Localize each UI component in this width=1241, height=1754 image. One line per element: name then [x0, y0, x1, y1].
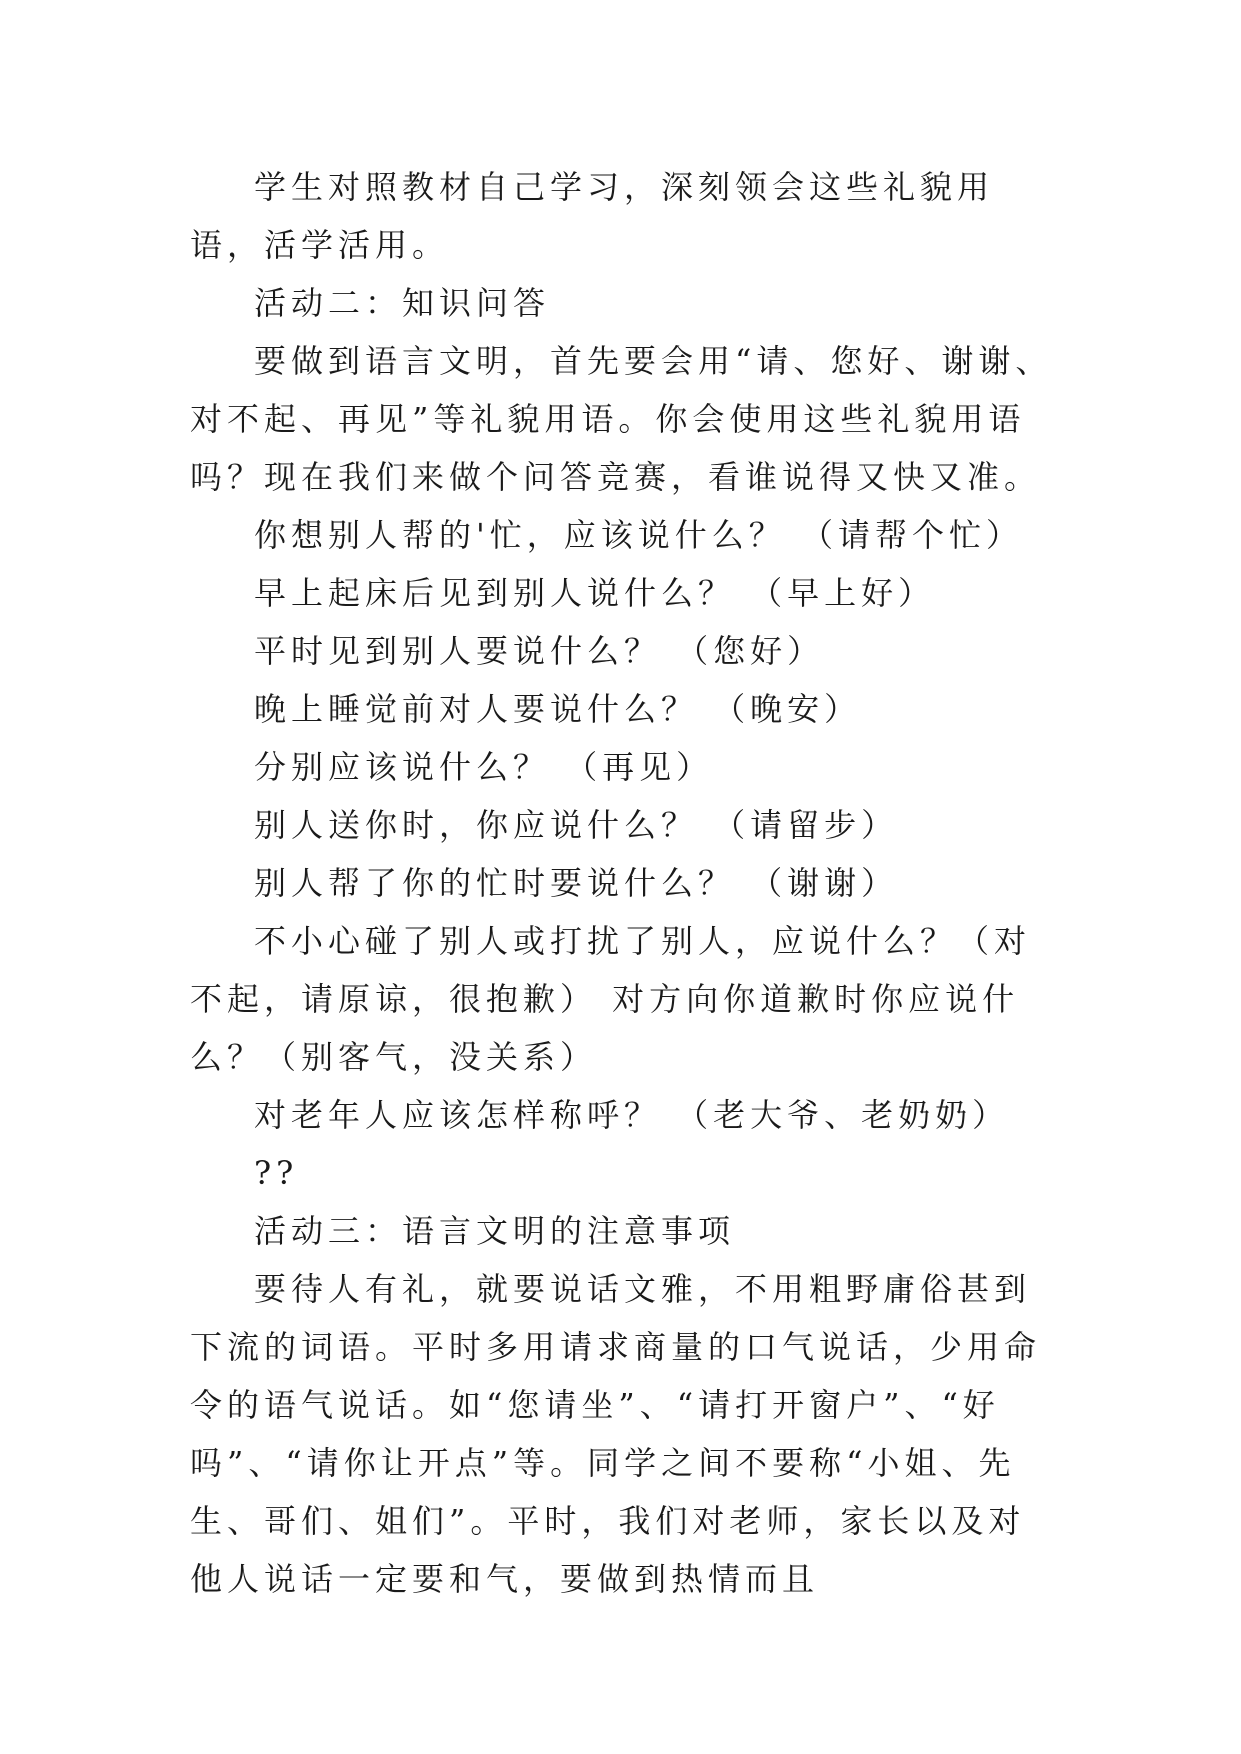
paragraph: 要做到语言文明，首先要会用“请、您好、谢谢、对不起、再见”等礼貌用语。你会使用这些礼貌用语吗？现在我们来做个问答竞赛，看谁说得又快又准。 [190, 342, 1053, 496]
quiz-item: 分别应该说什么？ （再见） [254, 748, 714, 786]
quiz-item: 不小心碰了别人或打扰了别人，应说什么？（对不起，请原谅，很抱歉） 对方向你道歉时你应说什么？（别客气，没关系） [190, 922, 1032, 1076]
quiz-item: 别人送你时，你应说什么？ （请留步） [254, 806, 899, 844]
quiz-item: 早上起床后见到别人说什么？ （早上好） [254, 574, 936, 612]
section-heading: 活动二：知识问答 [254, 284, 551, 322]
paragraph: 要待人有礼，就要说话文雅，不用粗野庸俗甚到下流的词语。平时多用请求商量的口气说话，少用命令的语气说话。如“您请坐”、“请打开窗户”、“好吗”、“请你让开点”等。同学之间不要称“小姐、先生、哥们、姐们”。平时，我们对老师，家长以及对他人说话一定要和气，要做到热情而且 [190, 1270, 1042, 1598]
quiz-item: 别人帮了你的忙时要说什么？ （谢谢） [254, 864, 899, 902]
section-heading: 活动三：语言文明的注意事项 [254, 1212, 736, 1250]
document-body [190, 158, 1060, 1608]
ellipsis-line: ?? [254, 1154, 299, 1192]
paragraph: 学生对照教材自己学习，深刻领会这些礼貌用语，活学活用。 [190, 168, 995, 264]
quiz-item: 对老年人应该怎样称呼？ （老大爷、老奶奶） [254, 1096, 1010, 1134]
quiz-item: 平时见到别人要说什么？ （您好） [254, 632, 825, 670]
quiz-item: 你想别人帮的'忙，应该说什么？ （请帮个忙） [254, 516, 1023, 554]
quiz-item: 晚上睡觉前对人要说什么？ （晚安） [254, 690, 862, 728]
